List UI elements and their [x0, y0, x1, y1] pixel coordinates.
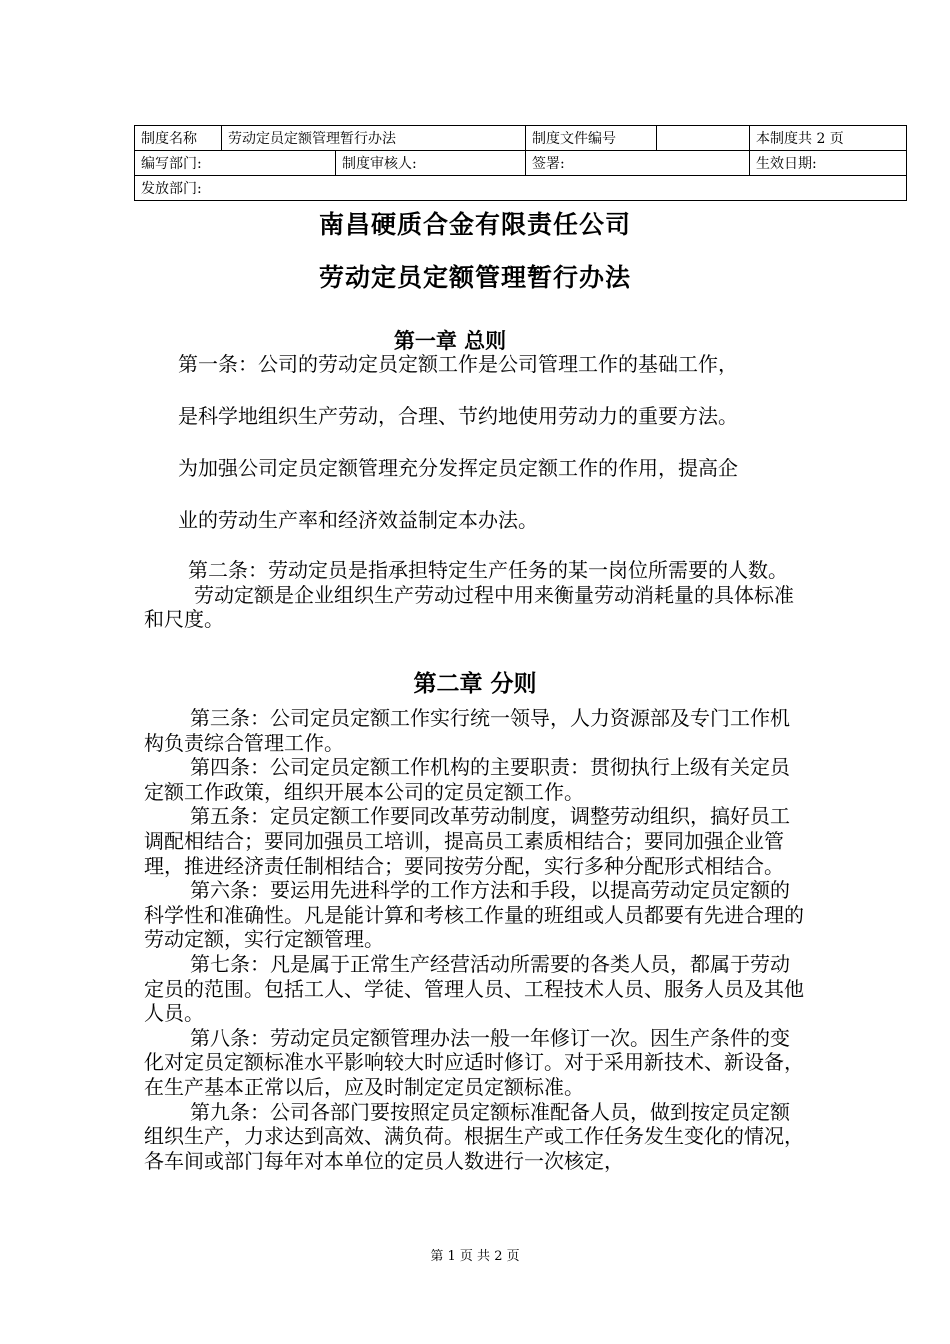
policy-number-label: 制度文件编号: [526, 126, 657, 151]
article-1-line: 第一条：公司的劳动定员定额工作是公司管理工作的基础工作，: [178, 352, 738, 376]
chapter-1-heading: 第一章 总则: [393, 328, 507, 353]
article-3: 第三条：公司定员定额工作实行统一领导，人力资源部及专门工作机构负责综合管理工作。: [144, 706, 790, 755]
article-2: 第二条：劳动定员是指承担特定生产任务的某一岗位所需要的人数。: [188, 558, 788, 582]
company-title: 南昌硬质合金有限责任公司: [318, 210, 631, 239]
total-pages: 本制度共 2 页: [750, 126, 907, 151]
article-6: 第六条：要运用先进科学的工作方法和手段，以提高劳动定员定额的科学性和准确性。凡是能计算和考核工作量的班组或人员都要有先进合理的劳动定额，实行定额管理。: [144, 878, 804, 952]
header-row-1: [135, 126, 907, 151]
article-1: [178, 348, 818, 556]
signature-label: 签署:: [526, 151, 750, 176]
policy-number-value: [657, 126, 750, 151]
policy-name-label: 制度名称: [135, 126, 222, 151]
article-7: 第七条：凡是属于正常生产经营活动所需要的各类人员，都属于劳动定员的范围。包括工人、学徒、管理人员、工程技术人员、服务人员及其他人员。: [144, 951, 804, 1026]
header-row-3: [135, 176, 907, 201]
article-9: 第九条：公司各部门要按照定员定额标准配备人员，做到按定员定额组织生产，力求达到高效、满负荷。根据生产或工作任务发生变化的情况，各车间或部门每年对本单位的定员人数进行一次核定，: [144, 1099, 804, 1173]
document-header-table: [134, 125, 907, 201]
distribution-department-label: 发放部门:: [135, 176, 907, 201]
chapter-2-articles: [144, 706, 809, 1173]
article-2-definition: 劳动定额是企业组织生产劳动过程中用来衡量劳动消耗量的具体标准和尺度。: [144, 582, 794, 632]
article-4: 第四条：公司定员定额工作机构的主要职责：贯彻执行上级有关定员定额工作政策，组织开展本公司的定员定额工作。: [144, 755, 790, 804]
reviewer-label: 制度审核人:: [336, 151, 526, 176]
document-title: 劳动定员定额管理暂行办法: [318, 263, 631, 292]
article-1-line: 是科学地组织生产劳动，合理、节约地使用劳动力的重要方法。: [178, 404, 738, 428]
policy-name-value: 劳动定员定额管理暂行办法: [222, 126, 526, 151]
article-8: 第八条：劳动定员定额管理办法一般一年修订一次。因生产条件的变化对定员定额标准水平影响较大时应适时修订。对于采用新技术、新设备，在生产基本正常以后，应及时制定定员定额标准。: [144, 1025, 804, 1099]
effective-date-label: 生效日期:: [750, 151, 907, 176]
page-footer: 第 1 页 共 2 页: [430, 1249, 520, 1264]
header-row-2: [135, 151, 907, 176]
drafting-department-label: 编写部门:: [135, 151, 336, 176]
article-1-line: 为加强公司定员定额管理充分发挥定员定额工作的作用，提高企: [178, 456, 738, 480]
chapter-2-heading: 第二章 分则: [413, 670, 537, 697]
article-1-line: 业的劳动生产率和经济效益制定本办法。: [178, 508, 538, 532]
article-5: 第五条：定员定额工作要同改革劳动制度，调整劳动组织，搞好员工调配相结合；要同加强员工培训，提高员工素质相结合；要同加强企业管理，推进经济责任制相结合；要同按劳分配，实行多种分配形式相结合。: [144, 804, 790, 878]
article-2-block: [144, 558, 809, 632]
